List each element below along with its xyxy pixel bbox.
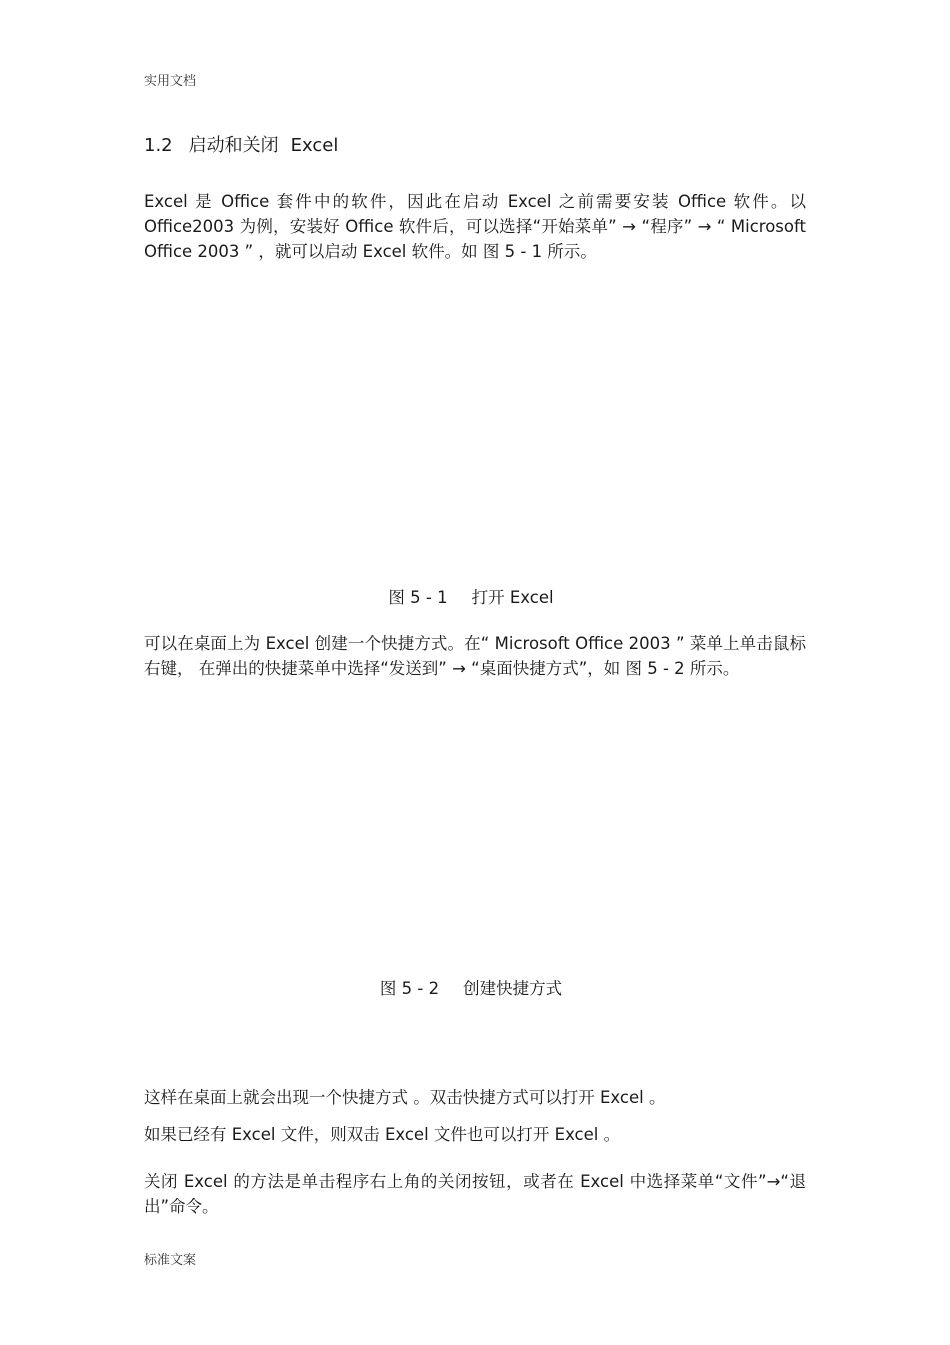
figure-5-1-placeholder — [144, 300, 806, 570]
section-title-part1: 启动和关闭 — [188, 135, 279, 156]
page-footer: 标准文案 — [144, 1253, 197, 1268]
figure-5-2-caption — [0, 975, 946, 999]
figure-5-2-placeholder — [144, 715, 806, 970]
paragraph-shortcut-result: 这样在桌面上就会出现一个快捷方式 。双击快捷方式可以打开 Excel 。 — [144, 1088, 666, 1107]
section-title-part2: Excel — [290, 135, 339, 156]
paragraph-start-excel: Excel 是 Office 套件中的软件，因此在启动 Excel 之前需要安装 Office 软件。以 Office2003 为例，安装好 Office 软件后，可以选择“开始菜单” → “程序” → “ Microsoft Office 2003 ” ，就可以启动 Excel 软件。如 图 5 - 1 所示。 — [144, 192, 806, 261]
page-header: 实用文档 — [144, 74, 197, 89]
figure-5-1-caption — [0, 584, 946, 608]
figure-5-1-text: 打开 Excel — [471, 588, 554, 607]
paragraph-create-shortcut: 可以在桌面上为 Excel 创建一个快捷方式。在“ Microsoft Office 2003 ” 菜单上单击鼠标右键， 在弹出的快捷菜单中选择“发送到” → “桌面快捷方式”，如 图 5 - 2 所示。 — [144, 634, 806, 678]
figure-5-2-text: 创建快捷方式 — [463, 979, 563, 998]
figure-5-2-label: 图 5 - 2 — [379, 979, 440, 998]
section-heading — [144, 131, 338, 157]
paragraph-open-file: 如果已经有 Excel 文件，则双击 Excel 文件也可以打开 Excel 。 — [144, 1125, 621, 1144]
figure-5-1-label: 图 5 - 1 — [388, 588, 448, 607]
paragraph-close-excel: 关闭 Excel 的方法是单击程序右上角的关闭按钮，或者在 Excel 中选择菜单“文件”→“退出”命令。 — [144, 1172, 806, 1216]
section-number: 1.2 — [144, 135, 173, 156]
